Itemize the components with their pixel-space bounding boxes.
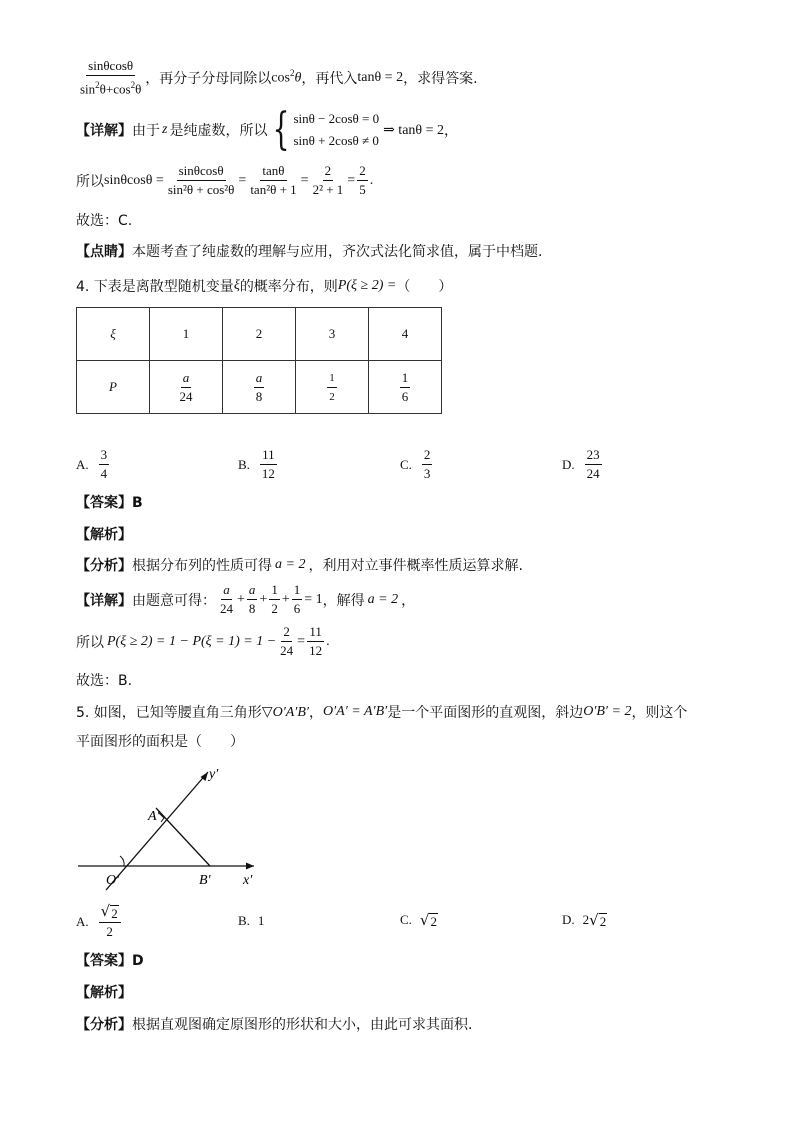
fraction: $\frac{2}{5}$ [359,163,366,197]
label-a: A′ [148,809,160,824]
label-x-axis: x′ [243,873,253,888]
solution-line-3: 所以 sinθcosθ = $\frac{\sin\theta\cos\theta}{\text{sin²θ + cos²θ}}$ = $\frac{\tan\theta}{\text{tan²θ + 1}}$ = $\frac{2}{\text{2² + 1}}$ = $\frac{2}{5}$ . [76,163,374,197]
option-d[interactable]: D. 2 √ 2 [562,911,607,929]
answer-line: 【答案】B [76,495,143,511]
table-cell: 1 [150,308,223,361]
option-c[interactable]: C. √ 2 [400,911,437,929]
angle-arc [120,856,124,866]
comment-line: 【点睛】 本题考查了纯虚数的理解与应用，齐次式法化简求值，属于中档题. [76,244,543,260]
fraction: $\frac{\sin\theta\cos\theta}{\sin^2\theta+\cos^2\theta}$ [80,58,142,97]
detail-line: 【详解】 由题意可得： $\frac{a}{24}$ + $\frac{a}{8}$ + $\frac{1}{2}$ + $\frac{1}{6}$ = 1 ，解得 a = 2 ， [76,582,416,616]
question-5-stem: 5. 如图，已知等腰直角三角形 ▽O′A′B′ ， O′A′ = A′B′ 是一个平面图形的直观图，斜边 O′B′ = 2 ，则这个 [76,704,688,721]
analysis-heading: 【解析】 [76,527,132,543]
table-cell: ξ [77,308,150,361]
table-cell: $\frac{a}{8}$ [223,361,296,414]
intuitive-diagram [76,760,276,895]
table-cell: 4 [369,308,442,361]
question-5-stem-line-2: 平面图形的面积是（ ） [76,734,244,750]
choose-line-b: 故选：B. [76,673,133,689]
option-a[interactable]: A. √ 2 2 [76,903,123,940]
table-cell: 2 [223,308,296,361]
question-4-stem: 4. 下表是离散型随机变量 ξ 的概率分布，则 P(ξ ≥ 2) = （ ） [76,278,453,295]
label-y-axis: y′ [209,767,219,782]
fraction: $\frac{\sin\theta\cos\theta}{\text{sin²θ + cos²θ}}$ [167,163,235,197]
solution-line-2: 【详解】 由于 z 是纯虚数，所以 { sinθ − 2cosθ = 0 sinθ + 2cosθ ≠ 0 ⇒ tanθ = 2 ， [76,104,459,155]
x-axis-arrow [246,863,254,870]
fraction: $\frac{2}{\text{2² + 1}}$ [312,163,344,197]
label-o: O′ [106,873,120,888]
option-a[interactable]: A. $\frac{3}{4}$ [76,447,108,481]
table-cell: $\frac{1}{2}$ [296,361,369,414]
cos-squared: $\cos^2\theta$ [271,68,302,86]
analysis-line-q5: 【分析】 根据直观图确定原图形的形状和大小，由此可求其面积. [76,1017,473,1033]
solution-line-1: $\frac{\sin\theta\cos\theta}{\sin^2\theta+\cos^2\theta}$ ，再分子分母同除以 $\cos^2\theta$ ，再代入 tanθ = 2 ，求得答案. [80,58,478,97]
distribution-table [76,307,442,414]
equation-system: { sinθ − 2cosθ = 0 sinθ + 2cosθ ≠ 0 [273,104,380,155]
table-cell: 3 [296,308,369,361]
option-b[interactable]: B. 1 [238,913,265,928]
table-cell: $\frac{1}{6}$ [369,361,442,414]
analysis-heading-q5: 【解析】 [76,985,132,1001]
table-cell: $\frac{a}{24}$ [150,361,223,414]
choose-line: 故选：C. [76,213,133,229]
label-b: B′ [199,873,211,888]
option-d[interactable]: D. $\frac{23}{24}$ [562,447,600,481]
so-line: 所以 P(ξ ≥ 2) = 1 − P(ξ = 1) = 1 − $\frac{2}{24}$ = $\frac{11}{12}$ . [76,624,330,658]
answer-line-q5: 【答案】D [76,953,144,969]
option-b[interactable]: B. $\frac{11}{12}$ [238,447,275,481]
segment-ab [156,808,210,866]
fraction: $\frac{\tan\theta}{\text{tan²θ + 1}}$ [250,163,297,197]
option-c[interactable]: C. $\frac{2}{3}$ [400,447,431,481]
analysis-line: 【分析】 根据分布列的性质可得 a = 2 ，利用对立事件概率性质运算求解. [76,557,523,574]
y-axis [106,772,208,890]
table-cell: P [77,361,150,414]
